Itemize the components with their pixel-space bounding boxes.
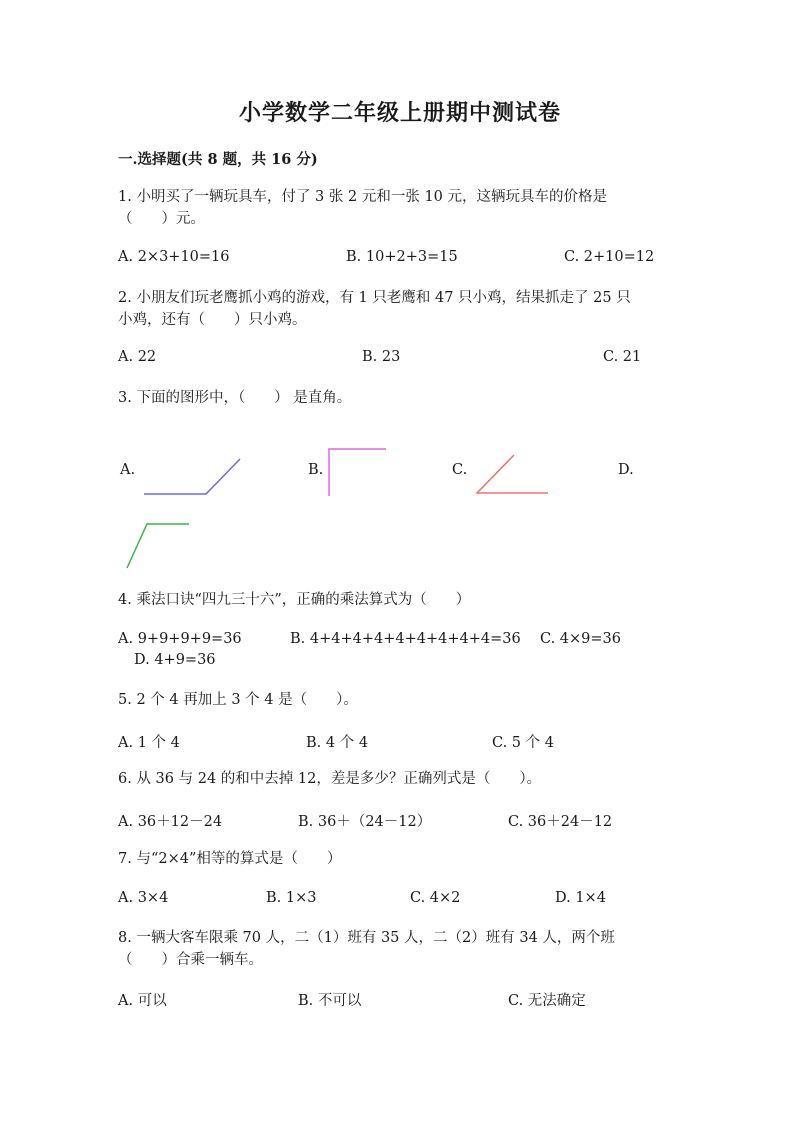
q6-option-b[interactable]: B. 36＋（24－12） (298, 814, 432, 830)
q3-shape-c-line (477, 455, 548, 493)
page-title: 小学数学二年级上册期中测试卷 (238, 100, 561, 126)
question-1-line-1: 1. 小明买了一辆玩具车，付了 3 张 2 元和一张 10 元，这辆玩具车的价格是 (118, 189, 607, 205)
q3-shape-b-line (329, 449, 386, 496)
q6-option-a[interactable]: A. 36＋12－24 (118, 814, 223, 830)
question-1-line-2: （ ）元。 (118, 211, 205, 227)
q8-option-c[interactable]: C. 无法确定 (508, 993, 586, 1009)
q3-option-c-label[interactable]: C. (452, 462, 468, 478)
q8-option-b[interactable]: B. 不可以 (298, 993, 362, 1009)
question-4 (118, 589, 470, 611)
q6-option-c[interactable]: C. 36＋24－12 (508, 814, 613, 830)
q7-option-a[interactable]: A. 3×4 (118, 890, 169, 906)
q2-option-a[interactable]: A. 22 (118, 349, 157, 365)
question-5-line-1: 5. 2 个 4 再加上 3 个 4 是（ ）。 (118, 692, 358, 708)
q2-option-b[interactable]: B. 23 (362, 349, 401, 365)
q1-option-b[interactable]: B. 10+2+3=15 (346, 249, 458, 265)
q2-option-c[interactable]: C. 21 (603, 349, 642, 365)
q3-option-d-label[interactable]: D. (618, 462, 634, 478)
question-7-line-1: 7. 与“2×4”相等的算式是（ ） (118, 851, 342, 867)
q7-option-d[interactable]: D. 1×4 (555, 890, 606, 906)
q3-option-a-label[interactable]: A. (120, 462, 136, 478)
q1-option-c[interactable]: C. 2+10=12 (564, 249, 655, 265)
question-3-line-1: 3. 下面的图形中，（ ） 是直角。 (118, 390, 352, 406)
q3-shape-c-angle[interactable] (474, 452, 552, 498)
q8-option-a[interactable]: A. 可以 (118, 993, 167, 1009)
question-8-line-2: （ ）合乘一辆车。 (118, 952, 263, 968)
q3-shape-b-angle[interactable] (325, 445, 391, 499)
question-8-line-1: 8. 一辆大客车限乘 70 人，二（1）班有 35 人，二（2）班有 34 人，两个班 (118, 930, 615, 946)
question-7 (118, 848, 341, 870)
q3-option-b-label[interactable]: B. (308, 462, 324, 478)
question-4-line-1: 4. 乘法口诀“四九三十六”，正确的乘法算式为（ ） (118, 592, 471, 608)
q7-option-b[interactable]: B. 1×3 (266, 890, 317, 906)
q4-option-c[interactable]: C. 4×9=36 (540, 631, 621, 647)
q5-option-a[interactable]: A. 1 个 4 (118, 735, 180, 751)
q5-option-c[interactable]: C. 5 个 4 (492, 735, 554, 751)
q3-shape-d-line (127, 524, 189, 568)
q3-shape-a-angle[interactable] (140, 455, 244, 499)
question-8 (118, 927, 615, 971)
q4-option-b[interactable]: B. 4+4+4+4+4+4+4+4+4=36 (290, 631, 521, 647)
section-heading: 一.选择题(共 8 题，共 16 分) (118, 151, 318, 168)
q4-option-a[interactable]: A. 9+9+9+9=36 (118, 631, 242, 647)
question-2 (118, 287, 631, 331)
question-2-line-1: 2. 小朋友们玩老鹰抓小鸡的游戏，有 1 只老鹰和 47 只小鸡，结果抓走了 25 只 (118, 290, 631, 306)
q5-option-b[interactable]: B. 4 个 4 (306, 735, 369, 751)
q3-shape-a-line (144, 459, 240, 494)
question-1 (118, 186, 607, 230)
q1-option-a[interactable]: A. 2×3+10=16 (118, 249, 230, 265)
question-6-line-1: 6. 从 36 与 24 的和中去掉 12，差是多少？正确列式是（ ）。 (118, 771, 542, 787)
q4-option-d[interactable]: D. 4+9=36 (134, 652, 216, 668)
question-6 (118, 768, 541, 790)
q7-option-c[interactable]: C. 4×2 (410, 890, 461, 906)
q3-shape-d-angle[interactable] (123, 520, 193, 572)
question-3 (118, 387, 351, 409)
question-5 (118, 689, 358, 711)
question-2-line-2: 小鸡，还有（ ）只小鸡。 (118, 312, 307, 328)
